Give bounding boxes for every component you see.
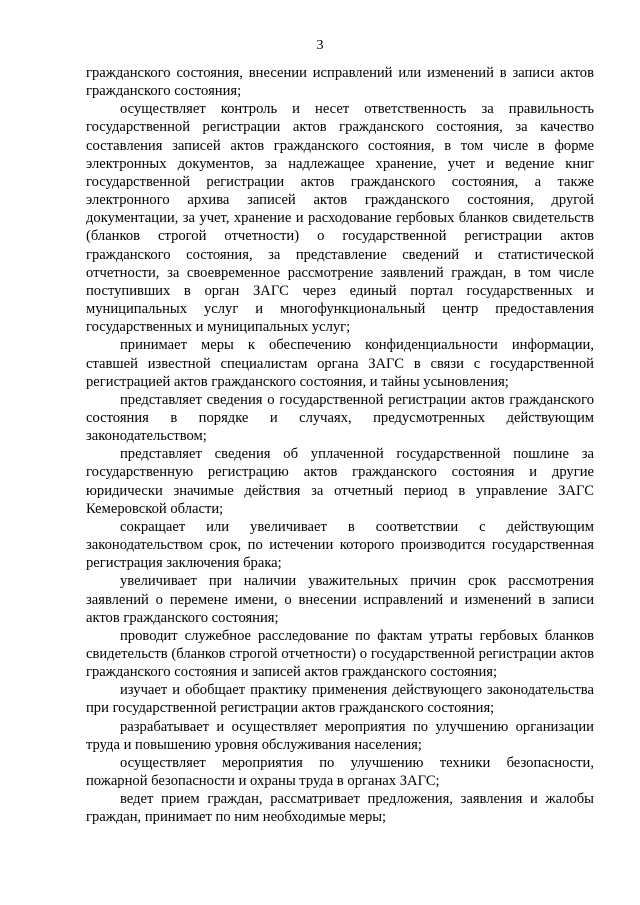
paragraph-7: увеличивает при наличии уважительных причин срок рассмотрения заявлений о перемене имени, о внесении исправлений и изменений в записи актов гражданского состояния; [86, 573, 594, 626]
page-number: 3 [316, 38, 324, 53]
paragraph-3: принимает меры к обеспечению конфиденциальности информации, ставшей известной специалистам органа ЗАГС в связи с государственной регистрацией актов гражданского состояния, и тайны усыновления; [86, 337, 594, 390]
paragraph-12: ведет прием граждан, рассматривает предложения, заявления и жалобы граждан, принимает по ним необходимые меры; [86, 791, 594, 826]
paragraph-11: осуществляет мероприятия по улучшению техники безопасности, пожарной безопасности и охраны труда в органах ЗАГС; [86, 754, 594, 790]
paragraph-9: изучает и обобщает практику применения действующего законодательства при государственной регистрации актов гражданского состояния; [86, 682, 594, 717]
paragraph-4: представляет сведения о государственной регистрации актов гражданского состояния в порядке и случаях, предусмотренных действующим законодательством; [86, 391, 594, 445]
document-body [86, 64, 594, 827]
paragraph-6: сокращает или увеличивает в соответствии с действующим законодательством срок, по истечении которого производится государственная регистрация заключения брака; [86, 518, 594, 572]
paragraph-5: представляет сведения об уплаченной государственной пошлине за государственную регистрацию актов гражданского состояния и другие юридически значимые действия за отчетный период в управление ЗАГС Кемеровской области; [86, 446, 594, 517]
paragraph-2: осуществляет контроль и несет ответственность за правильность государственной регистрации актов гражданского состояния, за качество составления записей актов гражданского состояния, в том числе в форме электронных документов, за надлежащее хранение, учет и ведение книг государственной регистрации актов гражданского состояния, а также электронного архива записей актов гражданского состояния, другой документации, за учет, хранение и расходование гербовых бланков свидетельств (бланков строгой отчетности) о государственной регистрации актов гражданского состояния, за представление сведений и статистической отчетности, за своевременное рассмотрение заявлений граждан, в том числе поступивших в орган ЗАГС через единый портал государственных и муниципальных услуг и многофункциональный центр предоставления государственных и муниципальных услуг; [86, 101, 594, 336]
paragraph-10: разрабатывает и осуществляет мероприятия по улучшению организации труда и повышению уровня обслуживания населения; [86, 718, 594, 753]
paragraph-8: проводит служебное расследование по фактам утраты гербовых бланков свидетельств (бланков строгой отчетности) о государственной регистрации актов гражданского состояния и записей актов гражданского состояния; [86, 627, 594, 681]
paragraph-1: гражданского состояния, внесении исправлений или изменений в записи актов гражданского состояния; [86, 65, 594, 100]
